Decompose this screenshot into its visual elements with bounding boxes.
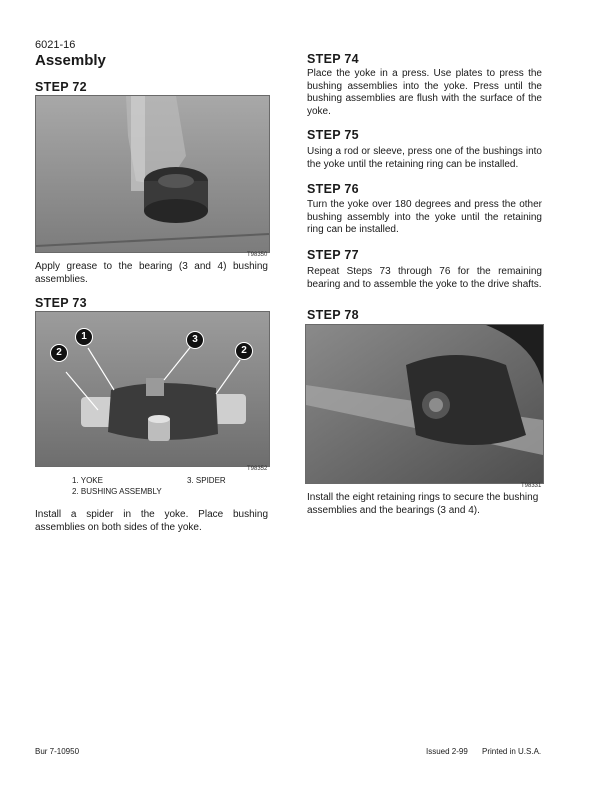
step-74-text: Place the yoke in a press. Use plates to press the bushing assemblies into the yoke. Press until the bushing assemblies are flush with the surface of the yoke. xyxy=(307,68,542,117)
step-78-heading: STEP 78 xyxy=(307,308,359,322)
step-72-illustration xyxy=(36,96,269,252)
step-73-figure-id: T98352 xyxy=(247,466,268,472)
step-77-heading: STEP 77 xyxy=(307,248,359,262)
footer-issued: Issued 2-99 xyxy=(426,747,468,756)
legend-item-yoke: 1. YOKE xyxy=(72,476,103,485)
footer-doc-number: Bur 7-10950 xyxy=(35,747,80,756)
step-77-text: Repeat Steps 73 through 76 for the remaining bearing and to assemble the yoke to the drive shafts. xyxy=(307,266,542,290)
callout-bushing-right: 2 xyxy=(235,342,253,360)
step-72-text: Apply grease to the bearing (3 and 4) bushing assemblies. xyxy=(35,261,268,285)
legend-item-bushing: 2. BUSHING ASSEMBLY xyxy=(72,487,162,496)
step-73-illustration xyxy=(36,312,269,466)
step-76-heading: STEP 76 xyxy=(307,182,359,196)
step-78-text: Install the eight retaining rings to secure the bushing assemblies and the bearings (3 and 4). xyxy=(307,492,539,516)
step-76-text: Turn the yoke over 180 degrees and press the other bushing assembly into the yoke until the retaining ring can be installed. xyxy=(307,199,542,235)
step-78-figure-id: T98331 xyxy=(521,483,542,489)
step-75-heading: STEP 75 xyxy=(307,128,359,142)
callout-yoke: 1 xyxy=(75,328,93,346)
section-title: Assembly xyxy=(35,52,106,69)
callout-spider: 3 xyxy=(186,331,204,349)
step-73-photo xyxy=(35,311,270,467)
step-78-illustration xyxy=(306,325,543,483)
step-74-heading: STEP 74 xyxy=(307,52,359,66)
page-code: 6021-16 xyxy=(35,39,76,51)
step-72-photo xyxy=(35,95,270,253)
step-72-figure-id: T98350 xyxy=(247,252,268,258)
step-75-text: Using a rod or sleeve, press one of the bushings into the yoke until the retaining ring can be installed. xyxy=(307,146,542,170)
legend-item-spider: 3. SPIDER xyxy=(187,476,226,485)
step-73-text: Install a spider in the yoke. Place bushing assemblies on both sides of the yoke. xyxy=(35,509,268,533)
step-78-photo xyxy=(305,324,544,484)
callout-bushing-left: 2 xyxy=(50,344,68,362)
footer-printed: Printed in U.S.A. xyxy=(482,747,542,756)
step-73-heading: STEP 73 xyxy=(35,296,87,310)
step-72-heading: STEP 72 xyxy=(35,80,87,94)
